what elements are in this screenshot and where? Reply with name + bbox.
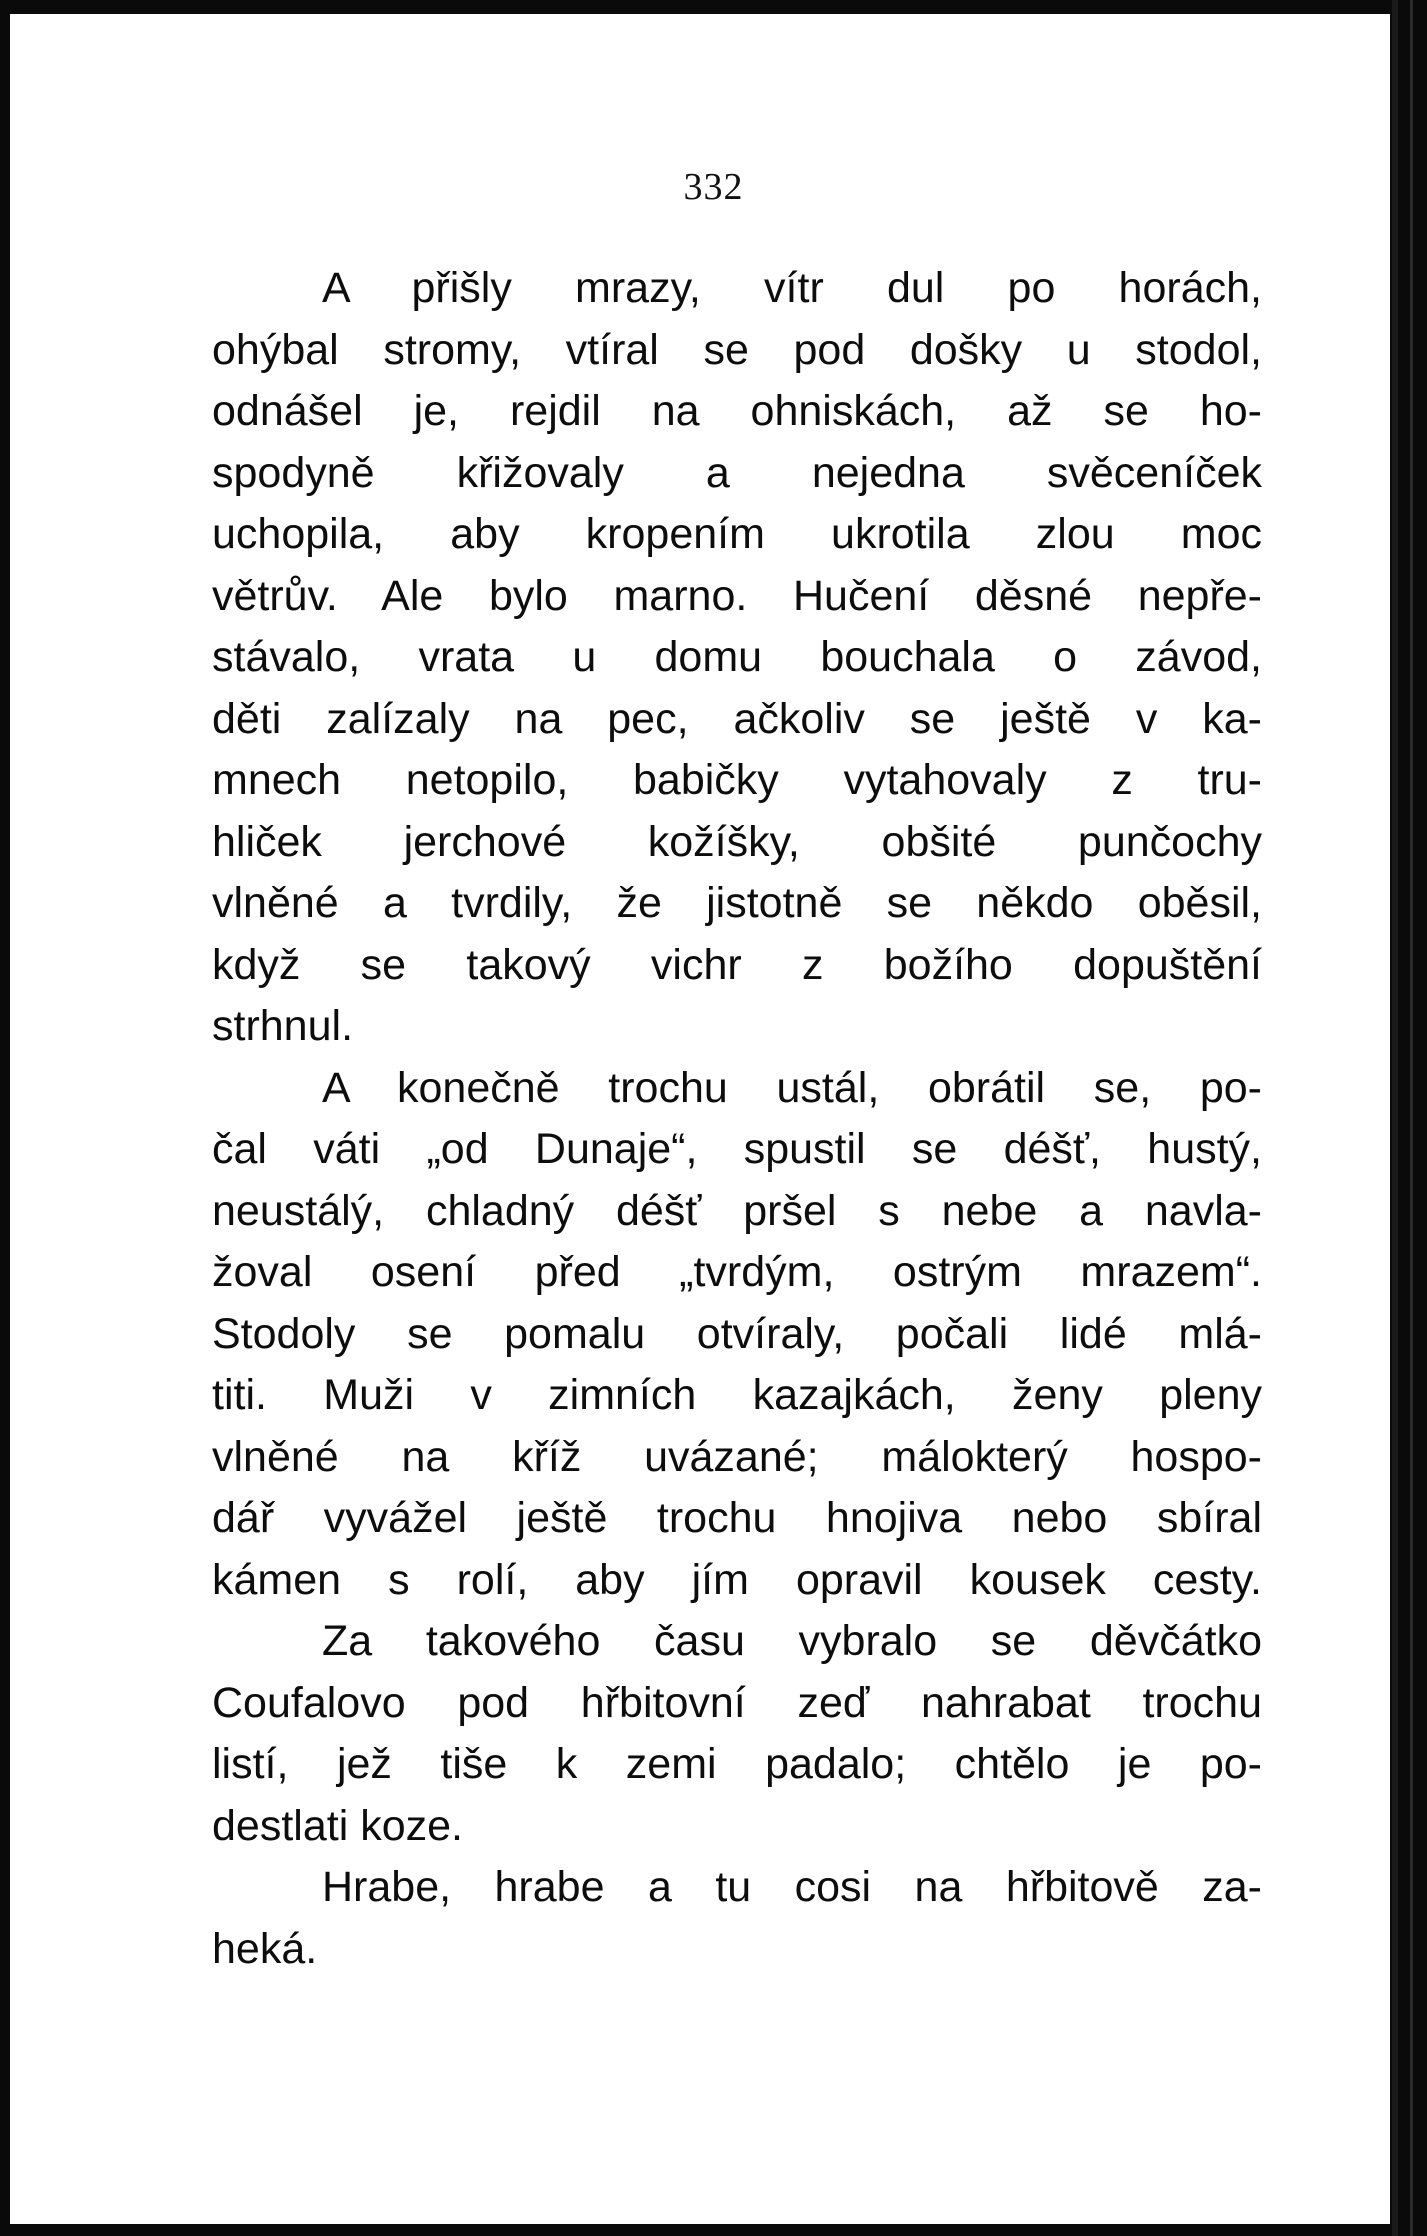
text-line: děti zalízaly na pec, ačkoliv se ještě v ka- <box>212 694 1262 743</box>
text-line: mnech netopilo, babičky vytahovaly z tru- <box>212 756 1262 804</box>
text-line: destlati koze. <box>212 1801 463 1850</box>
text-line: A přišly mrazy, vítr dul po horách, <box>322 264 1262 312</box>
text-line: uchopila, aby kropením ukrotila zlou moc <box>212 510 1262 558</box>
text-body <box>212 258 1262 1980</box>
text-line: strhnul. <box>212 1002 354 1050</box>
text-line: kámen s rolí, aby jím opravil kousek cesty. <box>212 1555 1262 1604</box>
text-line: když se takový vichr z božího dopuštění <box>212 940 1262 989</box>
text-line: neustálý, chladný déšť pršel s nebe a navla- <box>212 1186 1262 1235</box>
text-line: odnášel je, rejdil na ohniskách, až se ho- <box>212 387 1262 435</box>
text-line: A konečně trochu ustál, obrátil se, po- <box>322 1063 1262 1112</box>
text-line: hliček jerchové kožíšky, obšité punčochy <box>212 817 1262 866</box>
paragraph-2 <box>212 1058 1262 1612</box>
text-line: čal váti „od Dunaje“, spustil se déšť, hustý, <box>212 1125 1262 1173</box>
paragraph-1 <box>212 258 1262 1058</box>
text-line: Coufalovo pod hřbitovní zeď nahrabat trochu <box>212 1678 1262 1727</box>
text-line: Hrabe, hrabe a tu cosi na hřbitově za- <box>322 1863 1262 1911</box>
text-line: Stodoly se pomalu otvíraly, počali lidé mlá- <box>212 1309 1262 1358</box>
text-line: heká. <box>212 1924 318 1973</box>
scan-edge <box>1392 0 1398 2236</box>
paragraph-3 <box>212 1611 1262 1857</box>
text-line: Za takového času vybralo se děvčátko <box>322 1617 1262 1665</box>
text-line: listí, jež tiše k zemi padalo; chtělo je po- <box>212 1740 1262 1788</box>
text-line: dář vyvážel ještě trochu hnojiva nebo sbíral <box>212 1494 1262 1542</box>
text-line: spodyně křižovaly a nejedna svěceníček <box>212 448 1262 497</box>
page-number: 332 <box>683 166 744 208</box>
text-line: žoval osení před „tvrdým, ostrým mrazem“. <box>212 1248 1262 1296</box>
text-line: větrův. Ale bylo marno. Hučení děsné nepře- <box>212 571 1262 620</box>
text-line: titi. Muži v zimních kazajkách, ženy pleny <box>212 1371 1262 1419</box>
text-line: stávalo, vrata u domu bouchala o závod, <box>212 633 1262 681</box>
paragraph-4 <box>212 1857 1262 1980</box>
text-line: vlněné na kříž uvázané; málokterý hospo- <box>212 1432 1262 1481</box>
text-line: ohýbal stromy, vtíral se pod došky u stodol, <box>212 325 1262 374</box>
text-line: vlněné a tvrdily, že jistotně se někdo oběsil, <box>212 879 1262 927</box>
scan-edge-thin <box>1410 0 1413 2236</box>
